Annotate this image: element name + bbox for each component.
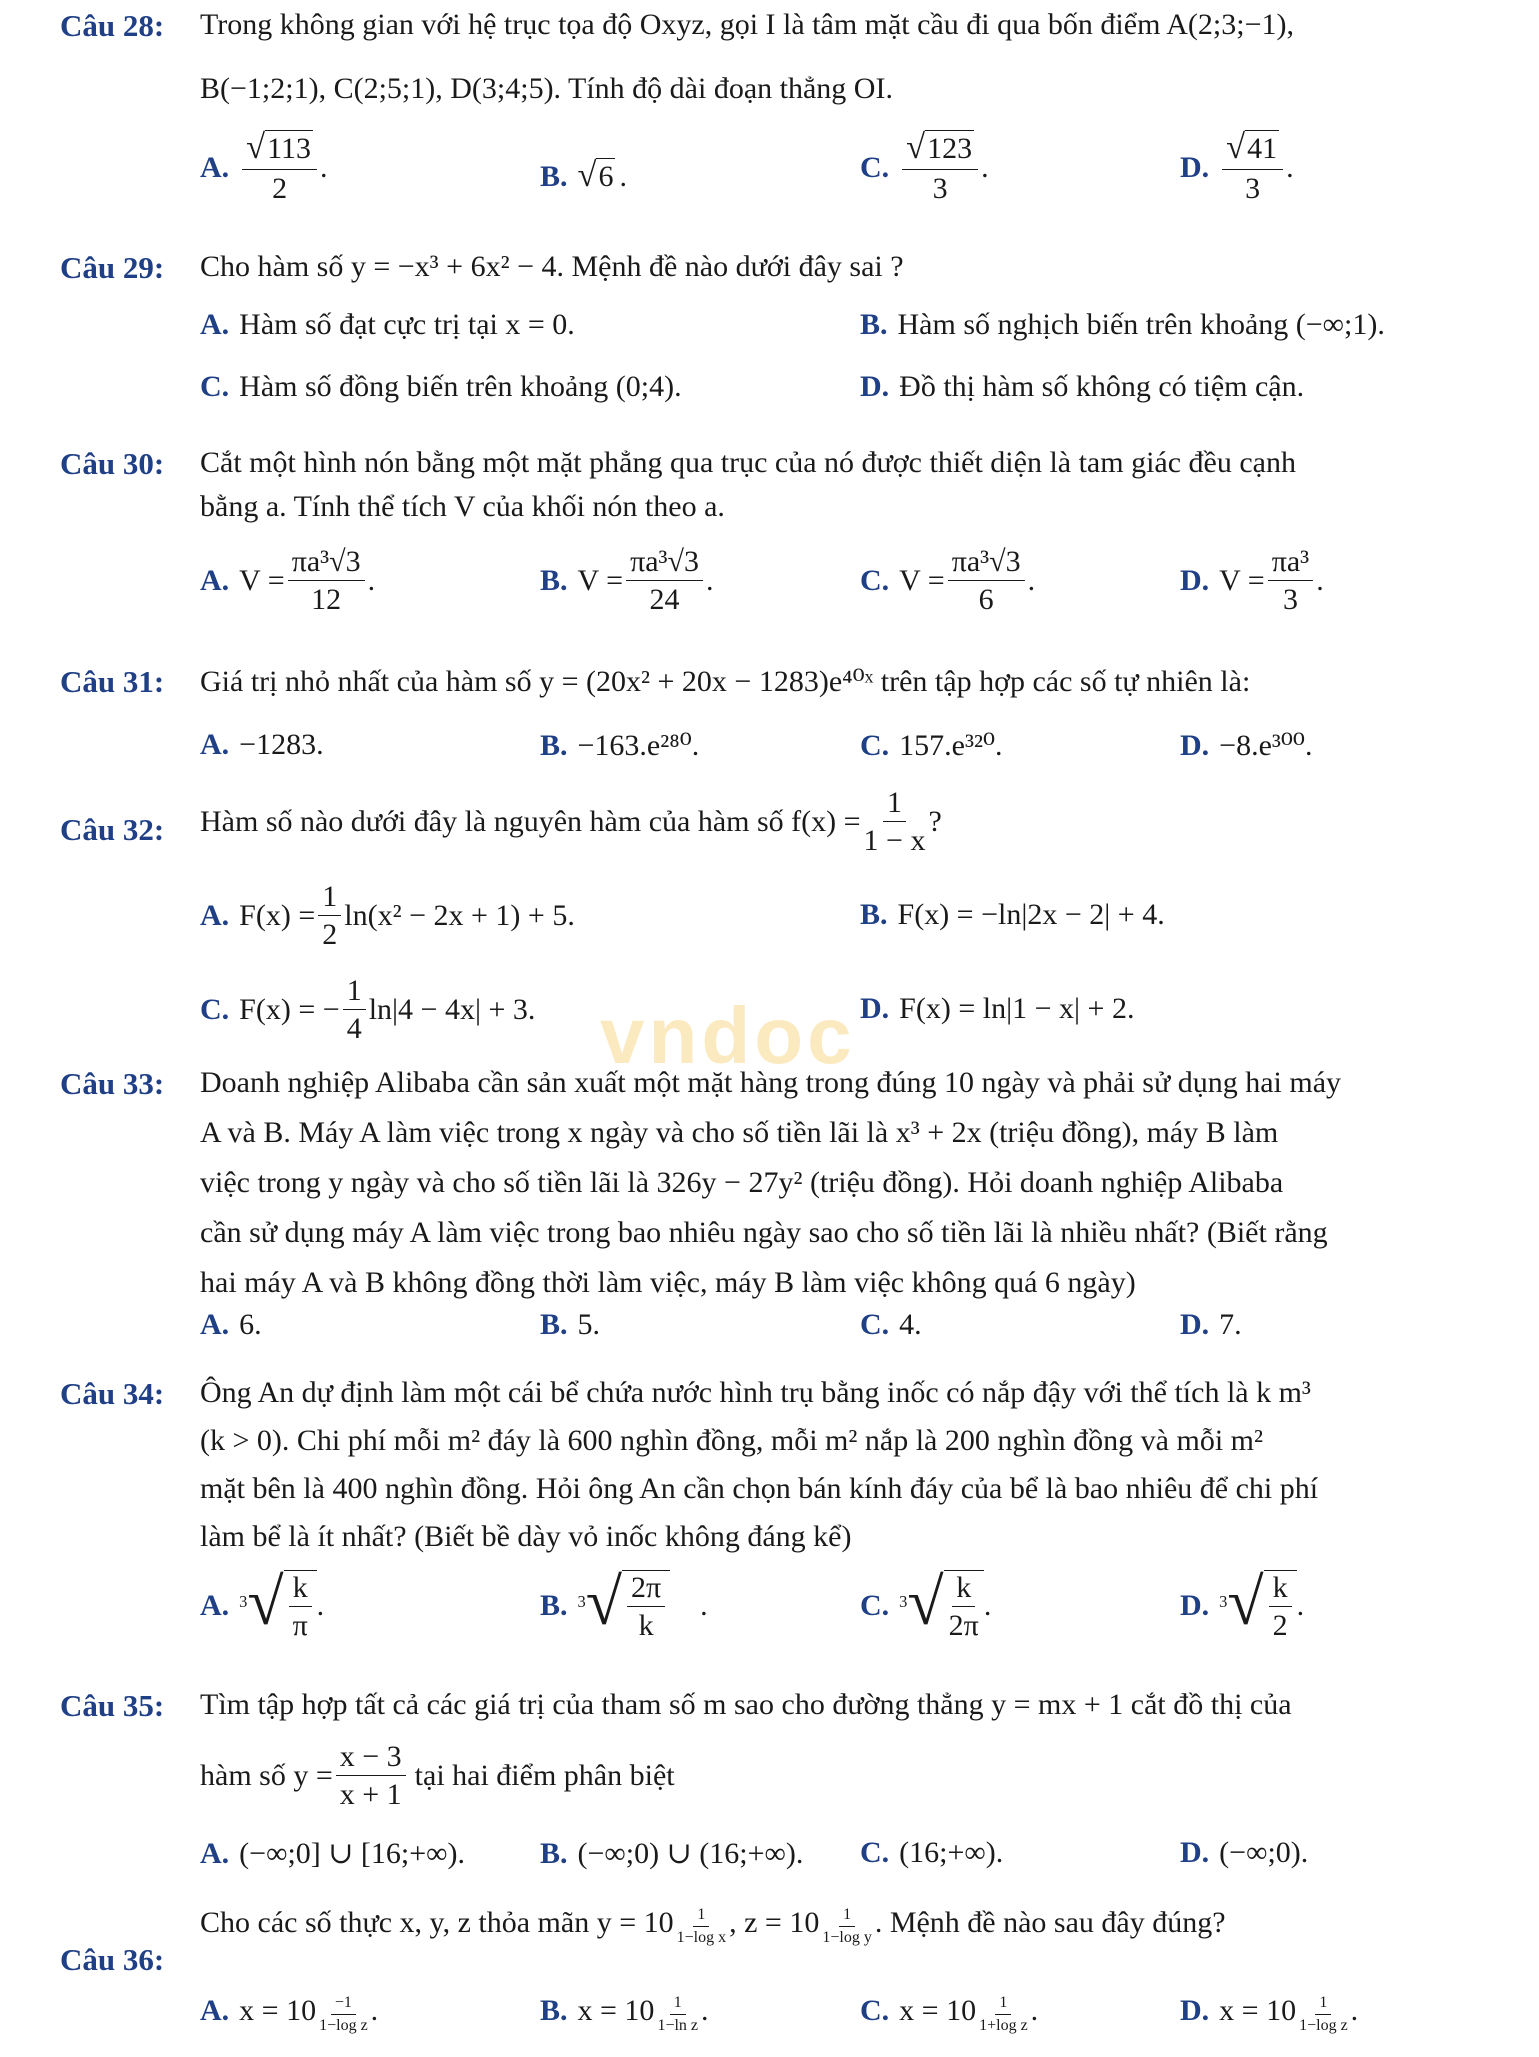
option-suffix: . — [1350, 1994, 1359, 2028]
option-letter: D. — [1180, 1589, 1210, 1622]
option-d[interactable]: D. 3 √ $\frac{k}{2}$ . — [1180, 1566, 1305, 1642]
option-b[interactable]: B. √ 6 . — [540, 156, 627, 194]
question-text: Cho hàm số y = −x³ + 6x² − 4. Mệnh đề nào dưới đây sai ? — [200, 250, 904, 283]
fraction-denominator: 12 — [311, 583, 342, 616]
question-label: Câu 33: — [60, 1066, 165, 1101]
option-suffix: . — [619, 159, 627, 193]
option-prefix: V = — [577, 563, 624, 597]
exponent-denominator: 1−log z — [1299, 2016, 1348, 2034]
question-text: bằng a. Tính thể tích V của khối nón theo a. — [200, 490, 725, 523]
watermark: vndoc — [600, 991, 856, 1080]
fraction-numerator: πa³√3 — [288, 545, 365, 581]
option-suffix: . — [1296, 1589, 1305, 1622]
option-b[interactable] — [860, 308, 1385, 342]
option-letter: D. — [860, 370, 890, 403]
option-d[interactable] — [860, 370, 1304, 404]
question-text — [200, 1740, 675, 1811]
option-text: (16;+∞). — [899, 1836, 1004, 1869]
option-letter: A. — [200, 1589, 230, 1622]
question-text-b: , z = 10 — [729, 1906, 820, 1940]
option-text: 4. — [899, 1308, 922, 1341]
option-b[interactable] — [540, 1836, 803, 1871]
option-letter: D. — [860, 992, 890, 1025]
option-a[interactable] — [200, 1836, 465, 1871]
option-letter: B. — [540, 1308, 568, 1341]
option-d[interactable] — [1180, 728, 1312, 763]
option-suffix: ln(x² − 2x + 1) + 5. — [344, 898, 575, 932]
exponent-numerator: 1 — [995, 1994, 1011, 2015]
question-label: Câu 31: — [60, 664, 165, 699]
fraction-denominator: k — [638, 1609, 654, 1642]
option-suffix: . — [320, 150, 328, 184]
option-text: (−∞;0). — [1219, 1836, 1309, 1869]
question-text: Cắt một hình nón bằng một mặt phẳng qua trục của nó được thiết diện là tam giác đều cạnh — [200, 446, 1296, 479]
fraction-numerator: x − 3 — [336, 1740, 406, 1776]
fraction-denominator: 1 − x — [863, 824, 926, 857]
question-line: Ông An dự định làm một cái bể chứa nước hình trụ bằng inốc có nắp đậy với thể tích là k m³ — [200, 1376, 1311, 1409]
option-letter: C. — [860, 1836, 890, 1869]
fraction-numerator: πa³ — [1268, 545, 1313, 581]
option-text: −8.e³⁰⁰. — [1219, 729, 1313, 762]
option-letter: A. — [200, 898, 230, 932]
option-letter: B. — [540, 563, 568, 597]
option-letter: B. — [540, 1994, 568, 2028]
question-line: cần sử dụng máy A làm việc trong bao nhiêu ngày sao cho số tiền lãi là nhiều nhất? (Biết rằng — [200, 1216, 1328, 1249]
option-text: −1283. — [239, 728, 324, 761]
option-c[interactable] — [860, 1836, 1003, 1870]
question-text: Trong không gian với hệ trục tọa độ Oxyz, gọi I là tâm mặt cầu đi qua bốn điểm A(2;3;−1), — [200, 8, 1294, 41]
question-text: Tìm tập hợp tất cả các giá trị của tham số m sao cho đường thẳng y = mx + 1 cắt đồ thị của — [200, 1688, 1292, 1721]
option-letter: A. — [200, 728, 230, 761]
option-letter: A. — [200, 1308, 230, 1341]
fraction-denominator: 24 — [649, 583, 680, 616]
option-letter: D. — [1180, 150, 1210, 184]
option-letter: A. — [200, 1994, 230, 2028]
option-d[interactable] — [1180, 1994, 1358, 2034]
option-letter: A. — [200, 150, 230, 184]
question-text-a: Cho các số thực x, y, z thỏa mãn y = 10 — [200, 1906, 674, 1940]
option-prefix: V = — [899, 563, 945, 597]
question-label: Câu 36: — [60, 1942, 165, 1977]
option-a[interactable]: A. √ 113 2 . — [200, 128, 328, 205]
option-a[interactable] — [200, 545, 375, 616]
fraction-denominator: x + 1 — [339, 1778, 402, 1811]
fraction-denominator: 2 — [322, 918, 338, 951]
option-suffix: . — [1027, 563, 1036, 597]
fraction-numerator: k — [952, 1571, 975, 1607]
option-c[interactable] — [200, 370, 682, 404]
option-b[interactable] — [540, 728, 699, 763]
option-suffix: . — [1316, 563, 1324, 597]
fraction-numerator: πa³√3 — [948, 545, 1025, 581]
option-c[interactable]: C. 3 √ $\frac{k}{2\pi}$ . — [860, 1566, 992, 1642]
option-a[interactable] — [200, 1308, 262, 1342]
option-suffix: . — [983, 1589, 992, 1622]
option-a[interactable] — [200, 728, 324, 762]
option-base: x = 10 — [239, 1994, 317, 2028]
fraction-denominator: π — [292, 1609, 308, 1642]
fraction-numerator: 123 — [927, 132, 973, 165]
option-d[interactable] — [860, 992, 1134, 1026]
option-letter: C. — [200, 370, 230, 403]
option-letter: B. — [540, 728, 568, 762]
option-d[interactable] — [1180, 1308, 1242, 1342]
cube-root-index: 3 — [239, 1592, 248, 1611]
option-b[interactable] — [860, 898, 1165, 932]
option-c[interactable] — [860, 1994, 1038, 2034]
cube-root-index: 3 — [899, 1592, 908, 1611]
option-suffix: . — [316, 1589, 325, 1622]
option-suffix: . — [705, 563, 714, 597]
fraction-numerator: 1 — [883, 786, 906, 822]
fraction-numerator: k — [289, 1571, 312, 1607]
option-a[interactable]: A. 3 √ $\frac{k}{\pi}$ . — [200, 1566, 325, 1642]
fraction-numerator: 1 — [343, 974, 366, 1010]
option-letter: A. — [200, 308, 230, 341]
fraction-numerator: 1 — [318, 880, 341, 916]
exponent-numerator: 1 — [693, 1906, 709, 1927]
option-letter: D. — [1180, 1836, 1210, 1869]
question-text — [200, 1906, 1226, 1946]
option-c[interactable]: C. √ 123 3 . — [860, 128, 989, 205]
question-text-post: tại hai điểm phân biệt — [414, 1758, 675, 1792]
question-line: mặt bên là 400 nghìn đồng. Hỏi ông An cần chọn bán kính đáy của bể là bao nhiêu để chi phí — [200, 1472, 1319, 1505]
fraction-denominator: 2 — [272, 172, 288, 205]
exponent-denominator: 1−ln z — [657, 2016, 699, 2034]
question-line: làm bể là ít nhất? (Biết bề dày vỏ inốc không đáng kể) — [200, 1520, 852, 1553]
option-b[interactable] — [540, 1994, 709, 2034]
option-d[interactable] — [1180, 545, 1324, 616]
question-text-end: ? — [928, 804, 942, 838]
option-text: Hàm số nghịch biến trên khoảng (−∞;1). — [897, 308, 1385, 341]
option-letter: C. — [200, 992, 230, 1026]
option-a[interactable] — [200, 308, 575, 342]
question-label: Câu 29: — [60, 250, 165, 285]
option-text: 157.e³²⁰. — [899, 729, 1003, 762]
sqrt-value: 6 — [598, 160, 614, 193]
fraction-denominator: 3 — [1282, 583, 1298, 616]
option-letter: C. — [860, 563, 890, 597]
option-text: F(x) = −ln|2x − 2| + 4. — [897, 898, 1165, 931]
option-suffix: . — [370, 1994, 379, 2028]
option-prefix: V = — [1219, 563, 1265, 597]
option-letter: D. — [1180, 1308, 1210, 1341]
option-suffix: ln|4 − 4x| + 3. — [368, 992, 536, 1026]
option-letter: B. — [540, 1589, 568, 1622]
fraction-denominator: 2 — [1272, 1609, 1288, 1642]
fraction-numerator: 41 — [1247, 132, 1278, 165]
question-label: Câu 30: — [60, 446, 165, 481]
option-letter: C. — [860, 1589, 890, 1622]
option-text: Hàm số đồng biến trên khoảng (0;4). — [239, 370, 682, 403]
fraction-denominator: 6 — [978, 583, 994, 616]
option-letter: C. — [860, 728, 890, 762]
question-text: B(−1;2;1), C(2;5;1), D(3;4;5). Tính độ dài đoạn thẳng OI. — [200, 72, 893, 105]
option-text: (−∞;0] ∪ [16;+∞). — [239, 1837, 466, 1870]
option-text: 6. — [239, 1308, 262, 1341]
fraction-numerator: k — [1269, 1571, 1292, 1607]
option-letter: A. — [200, 1836, 230, 1870]
exponent-denominator: 1−log y — [822, 1928, 872, 1946]
option-letter: B. — [540, 1836, 568, 1870]
option-prefix: V = — [239, 563, 285, 597]
option-a[interactable] — [200, 880, 575, 951]
fraction-numerator: 113 — [267, 132, 311, 165]
question-text-main: Hàm số nào dưới đây là nguyên hàm của hàm số f(x) = — [200, 804, 861, 838]
option-letter: B. — [860, 898, 888, 931]
option-prefix: F(x) = — [239, 898, 316, 932]
option-suffix: . — [367, 563, 376, 597]
option-letter: A. — [200, 563, 230, 597]
exponent-numerator: 1 — [839, 1906, 855, 1927]
exponent-denominator: 1+log z — [979, 2016, 1028, 2034]
option-text: F(x) = ln|1 − x| + 2. — [899, 992, 1135, 1025]
fraction-numerator: 2π — [627, 1571, 665, 1607]
option-suffix: . — [981, 150, 989, 184]
option-letter: D. — [1180, 563, 1210, 597]
option-letter: D. — [1180, 728, 1210, 762]
cube-root-index: 3 — [577, 1592, 586, 1611]
option-text: Đồ thị hàm số không có tiệm cận. — [899, 370, 1305, 403]
exponent-numerator: −1 — [331, 1994, 356, 2015]
option-base: x = 10 — [1219, 1994, 1297, 2028]
cube-root-index: 3 — [1219, 1592, 1228, 1611]
question-label: Câu 34: — [60, 1376, 165, 1411]
option-suffix: . — [701, 1994, 709, 2028]
option-b[interactable] — [540, 1308, 600, 1342]
option-b[interactable]: B. 3 √ $\frac{2\pi}{k}$ . — [540, 1566, 708, 1642]
question-text: Giá trị nhỏ nhất của hàm số y = (20x² + 20x − 1283)e⁴⁰ˣ trên tập hợp các số tự nhiên là: — [200, 665, 1251, 698]
question-line: hai máy A và B không đồng thời làm việc, máy B làm việc không quá 6 ngày) — [200, 1266, 1136, 1299]
question-text-pre: hàm số y = — [200, 1758, 333, 1792]
question-line: Doanh nghiệp Alibaba cần sản xuất một mặt hàng trong đúng 10 ngày và phải sử dụng hai máy — [200, 1066, 1342, 1099]
option-suffix: . — [700, 1589, 708, 1622]
option-text: Hàm số đạt cực trị tại x = 0. — [239, 308, 575, 341]
question-line: việc trong y ngày và cho số tiền lãi là 326y − 27y² (triệu đồng). Hỏi doanh nghiệp Alibaba — [200, 1166, 1284, 1199]
exponent-denominator: 1−log x — [676, 1928, 727, 1946]
option-letter: D. — [1180, 1994, 1210, 2028]
option-a[interactable] — [200, 1994, 378, 2034]
option-c[interactable] — [200, 974, 535, 1045]
question-label: Câu 35: — [60, 1688, 165, 1723]
option-base: x = 10 — [577, 1994, 655, 2028]
option-suffix: . — [1030, 1994, 1039, 2028]
option-suffix: . — [1286, 150, 1294, 184]
question-text — [200, 786, 942, 857]
fraction-denominator: 2π — [948, 1609, 979, 1642]
question-line: (k > 0). Chi phí mỗi m² đáy là 600 nghìn đồng, mỗi m² nắp là 200 nghìn đồng và mỗi m² — [200, 1424, 1263, 1457]
fraction-denominator: 3 — [932, 172, 948, 205]
option-c[interactable] — [860, 1308, 922, 1342]
option-c[interactable] — [860, 728, 1003, 763]
fraction-denominator: 3 — [1245, 172, 1261, 205]
option-letter: B. — [540, 159, 568, 193]
option-text: 5. — [577, 1308, 601, 1341]
option-letter: C. — [860, 1308, 890, 1341]
option-c[interactable] — [860, 545, 1035, 616]
option-text: −163.e²⁸⁰. — [577, 729, 700, 762]
exponent-denominator: 1−log z — [319, 2016, 368, 2034]
option-d[interactable]: D. √ 41 3 . — [1180, 128, 1294, 205]
option-d[interactable] — [1180, 1836, 1308, 1870]
option-letter: B. — [860, 308, 888, 341]
option-letter: C. — [860, 1994, 890, 2028]
option-letter: C. — [860, 150, 890, 184]
exponent-numerator: 1 — [670, 1994, 686, 2015]
option-prefix: F(x) = − — [239, 992, 340, 1026]
option-base: x = 10 — [899, 1994, 977, 2028]
question-label: Câu 32: — [60, 812, 165, 847]
question-text-c: . Mệnh đề nào sau đây đúng? — [874, 1906, 1226, 1940]
fraction-numerator: πa³√3 — [626, 545, 703, 581]
fraction-denominator: 4 — [346, 1012, 362, 1045]
question-line: A và B. Máy A làm việc trong x ngày và cho số tiền lãi là x³ + 2x (triệu đồng), máy B làm — [200, 1116, 1279, 1149]
exponent-numerator: 1 — [1315, 1994, 1331, 2015]
option-b[interactable] — [540, 545, 713, 616]
option-text: (−∞;0) ∪ (16;+∞). — [577, 1837, 804, 1870]
option-text: 7. — [1219, 1308, 1242, 1341]
question-label: Câu 28: — [60, 8, 165, 43]
